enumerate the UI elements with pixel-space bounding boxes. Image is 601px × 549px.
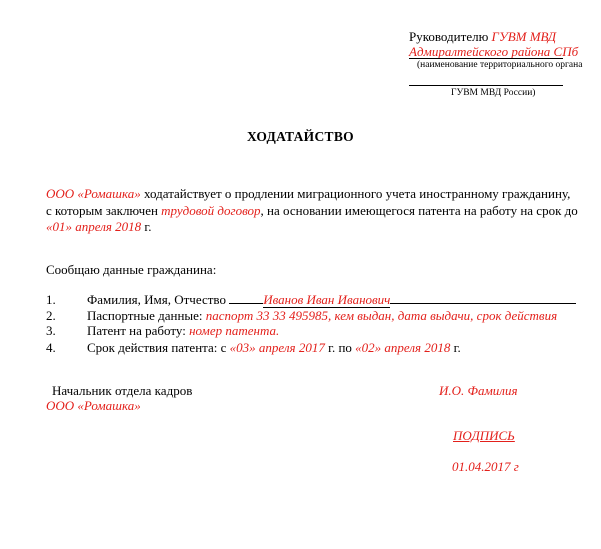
addressee-caption-2: ГУВМ МВД России) [451, 88, 536, 98]
item-2-label: Паспортные данные: [87, 308, 206, 323]
item-1-underline-left [229, 292, 263, 304]
body-line-1 [46, 186, 570, 202]
item-4-mid: г. по [324, 340, 356, 355]
item-4-number: 4. [46, 340, 56, 355]
signature: ПОДПИСЬ [453, 428, 515, 443]
body-date-suffix: г. [141, 219, 152, 234]
addressee-line-1 [409, 29, 556, 45]
item-3-label: Патент на работу: [87, 323, 190, 338]
item-3-value: номер патента [189, 323, 276, 338]
body-line-2 [46, 203, 578, 219]
item-4-to-day: «02» [355, 340, 382, 355]
addressee-authority: ГУВМ МВД [491, 29, 557, 44]
addressee-caption-1: (наименование территориального органа [417, 60, 583, 70]
item-4 [87, 340, 461, 356]
body-date-rest: апреля 2018 [72, 219, 142, 234]
signer-name: И.О. Фамилия [439, 383, 518, 398]
item-4-label: Срок действия патента: с [87, 340, 230, 355]
item-3-suffix: . [276, 323, 280, 338]
item-4-suffix: г. [450, 340, 461, 355]
item-3 [87, 323, 279, 339]
signing-date: 01.04.2017 г [452, 459, 519, 474]
item-1-number: 1. [46, 292, 56, 307]
item-2-value: паспорт 33 33 495985, кем выдан, дата выдачи, срок действия [205, 308, 558, 323]
item-1-underline-right [390, 292, 576, 304]
body-text-2-prefix: с которым заключен [46, 203, 162, 218]
body-org: ООО «Ромашка» [46, 186, 141, 201]
item-3-number: 3. [46, 323, 56, 338]
item-2-number: 2. [46, 308, 56, 323]
body-text-1: ходатайствует о продлении миграционного учета иностранному гражданину, [140, 186, 571, 201]
body-date-day: «01» [46, 219, 72, 234]
body-contract: трудовой договор [161, 203, 261, 218]
addressee-label: Руководителю [409, 29, 489, 44]
item-4-from-rest: апреля 2017 [255, 340, 325, 355]
signer-org: ООО «Ромашка» [46, 398, 141, 413]
body-line-3 [46, 219, 152, 235]
body-text-2-suffix: , на основании имеющегося патента на работу на срок до [260, 203, 578, 218]
item-1-label: Фамилия, Имя, Отчество [87, 292, 230, 307]
item-4-from-day: «03» [229, 340, 256, 355]
addressee-underline-1 [409, 58, 563, 59]
item-2 [87, 308, 557, 324]
addressee-underline-2 [409, 85, 563, 86]
item-1 [87, 292, 576, 308]
signer-position: Начальник отдела кадров [52, 383, 193, 398]
document-title: ХОДАТАЙСТВО [247, 129, 354, 144]
addressee-line-2: Адмиралтейского района СПб [409, 44, 579, 59]
item-4-to-rest: апреля 2018 [381, 340, 451, 355]
intro-text: Сообщаю данные гражданина: [46, 262, 217, 277]
item-1-value: Иванов Иван Иванович [263, 292, 391, 307]
